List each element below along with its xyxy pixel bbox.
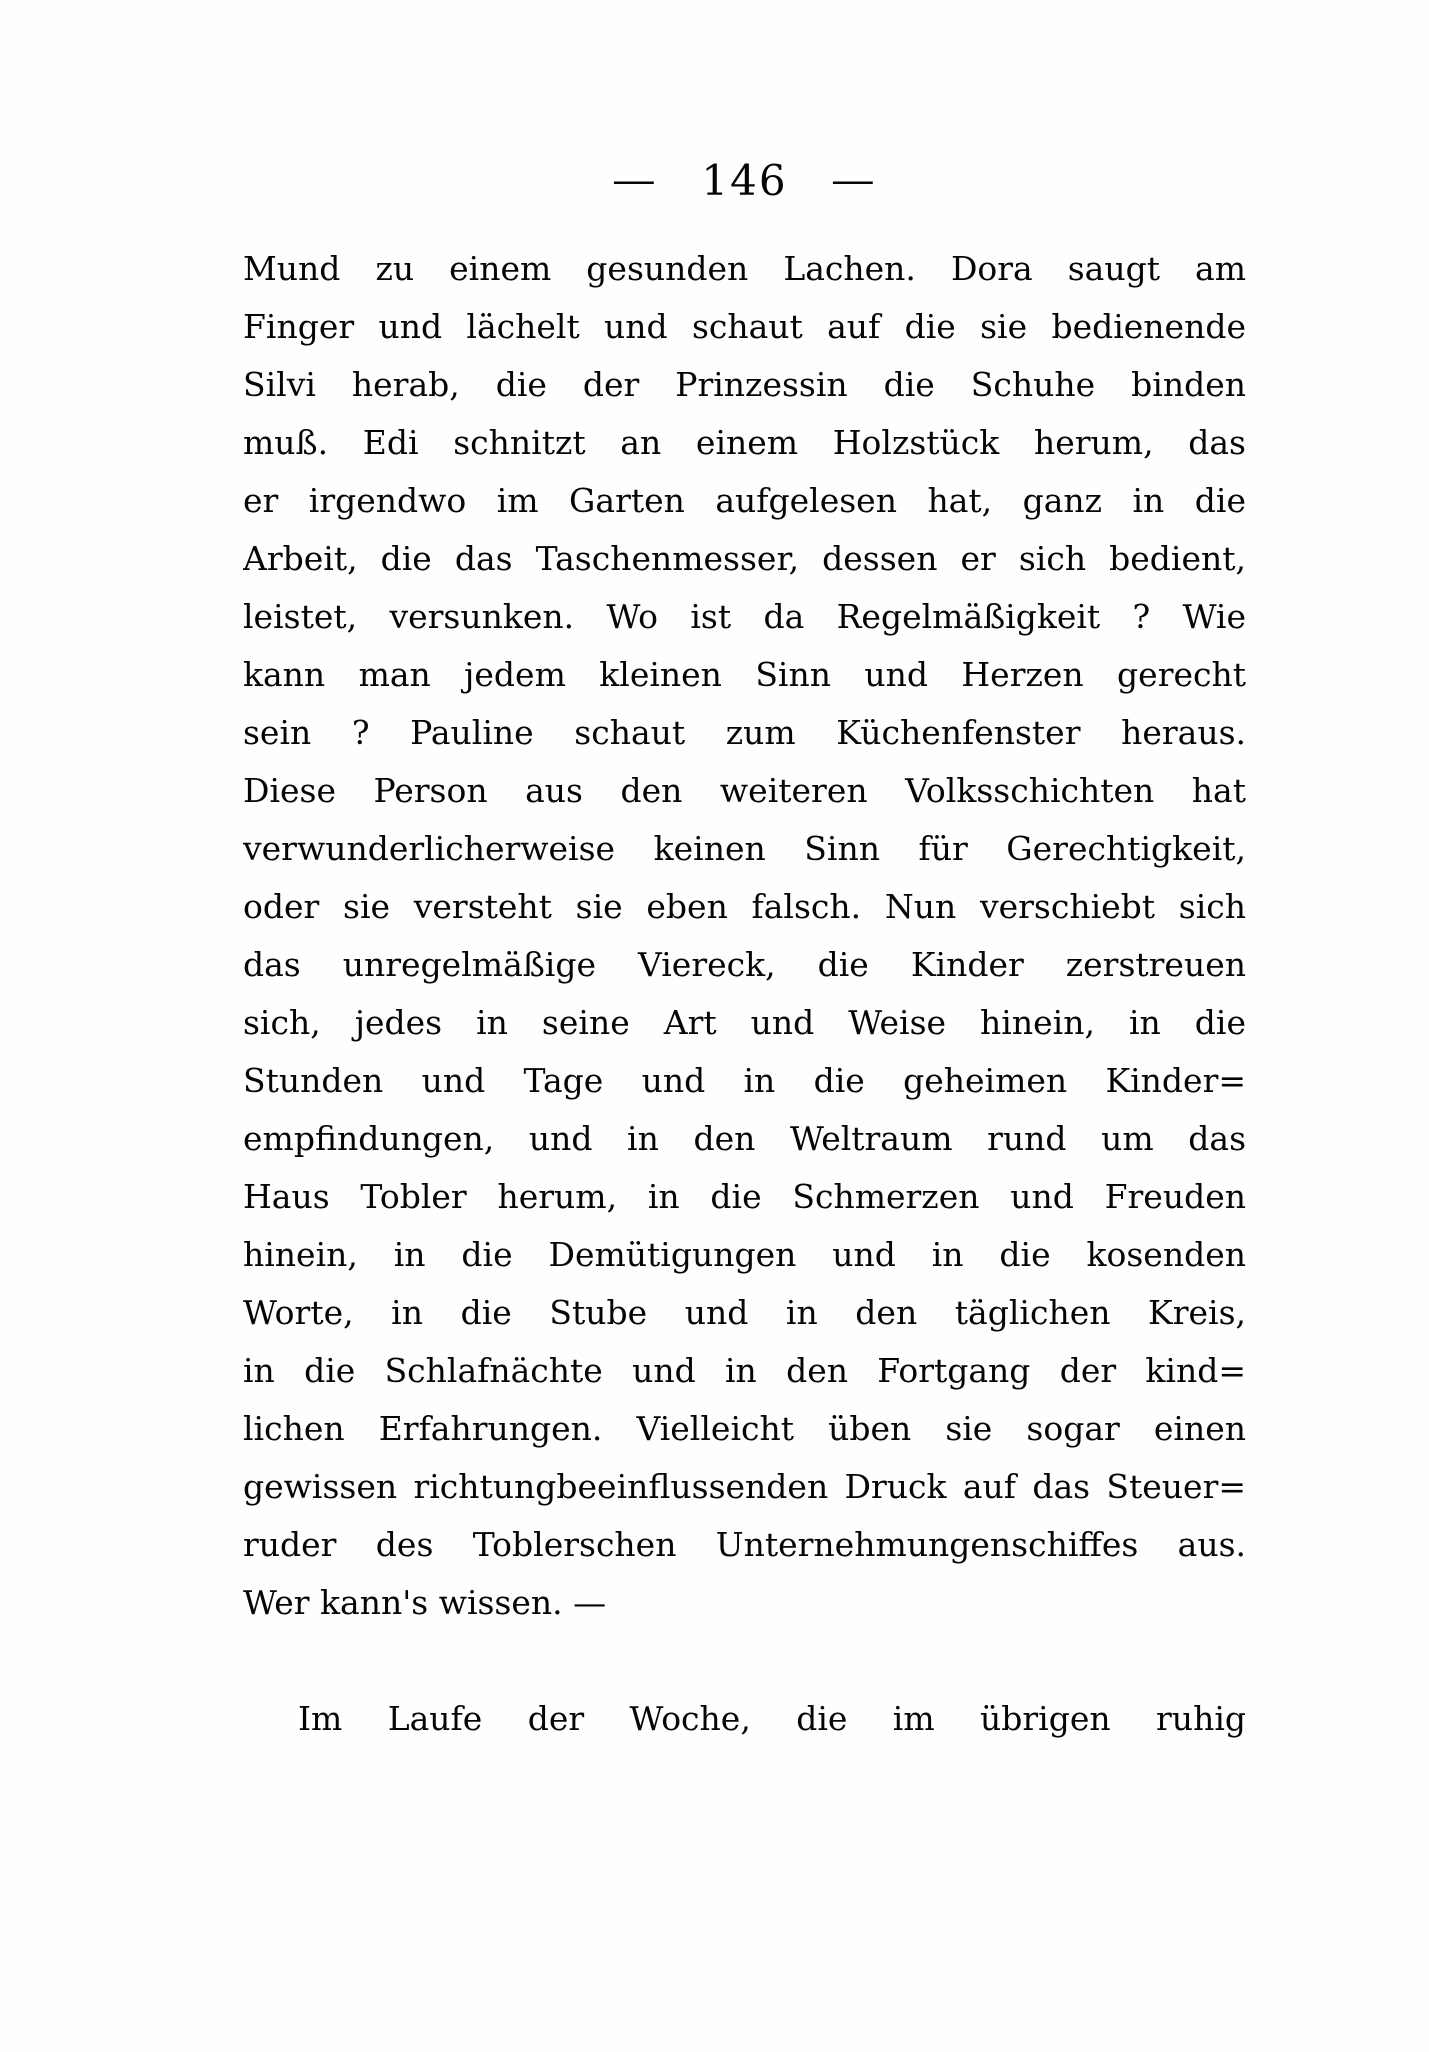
text-line: Arbeit, die das Taschenmesser, dessen er sich bedient, bbox=[243, 539, 1246, 578]
text-line: empfindungen, und in den Weltraum rund um das bbox=[243, 1119, 1246, 1158]
text-line: Haus Tobler herum, in die Schmerzen und Freuden bbox=[243, 1177, 1246, 1216]
text-line: Worte, in die Stube und in den täglichen Kreis, bbox=[243, 1293, 1246, 1332]
text-line: ruder des Toblerschen Unternehmungenschiffes aus. bbox=[243, 1525, 1246, 1564]
folio-dash-right: — bbox=[830, 158, 877, 202]
text-line: gewissen richtungbeeinflussenden Druck auf das Steuer= bbox=[243, 1467, 1246, 1506]
text-line: sich, jedes in seine Art und Weise hinein, in die bbox=[243, 1003, 1246, 1042]
page-header bbox=[243, 150, 1246, 210]
text-line: oder sie versteht sie eben falsch. Nun verschiebt sich bbox=[243, 887, 1246, 926]
text-line: lichen Erfahrungen. Vielleicht üben sie sogar einen bbox=[243, 1409, 1246, 1448]
text-line: verwunderlicherweise keinen Sinn für Gerechtigkeit, bbox=[243, 829, 1246, 868]
text-line: Diese Person aus den weiteren Volksschichten hat bbox=[243, 771, 1246, 810]
text-line: Im Laufe der Woche, die im übrigen ruhig bbox=[298, 1699, 1246, 1738]
text-line: hinein, in die Demütigungen und in die kosenden bbox=[243, 1235, 1246, 1274]
text-line: Finger und lächelt und schaut auf die sie bedienende bbox=[243, 307, 1246, 346]
text-line: Wer kann's wissen. — bbox=[243, 1583, 607, 1622]
text-line: das unregelmäßige Viereck, die Kinder zerstreuen bbox=[243, 945, 1246, 984]
page-number: 146 bbox=[701, 155, 788, 205]
text-line: muß. Edi schnitzt an einem Holzstück herum, das bbox=[243, 423, 1246, 462]
text-line: Mund zu einem gesunden Lachen. Dora saugt am bbox=[243, 249, 1246, 288]
paragraph-gap bbox=[243, 1632, 1246, 1690]
text-line: Stunden und Tage und in die geheimen Kinder= bbox=[243, 1061, 1246, 1100]
text-block bbox=[243, 240, 1246, 1748]
text-line: kann man jedem kleinen Sinn und Herzen gerecht bbox=[243, 655, 1246, 694]
text-line: er irgendwo im Garten aufgelesen hat, ganz in die bbox=[243, 481, 1246, 520]
folio-dash-left: — bbox=[612, 158, 659, 202]
text-line: Silvi herab, die der Prinzessin die Schuhe binden bbox=[243, 365, 1246, 404]
text-line: sein ? Pauline schaut zum Küchenfenster heraus. bbox=[243, 713, 1246, 752]
text-line: in die Schlafnächte und in den Fortgang der kind= bbox=[243, 1351, 1246, 1390]
text-line: leistet, versunken. Wo ist da Regelmäßigkeit ? Wie bbox=[243, 597, 1246, 636]
